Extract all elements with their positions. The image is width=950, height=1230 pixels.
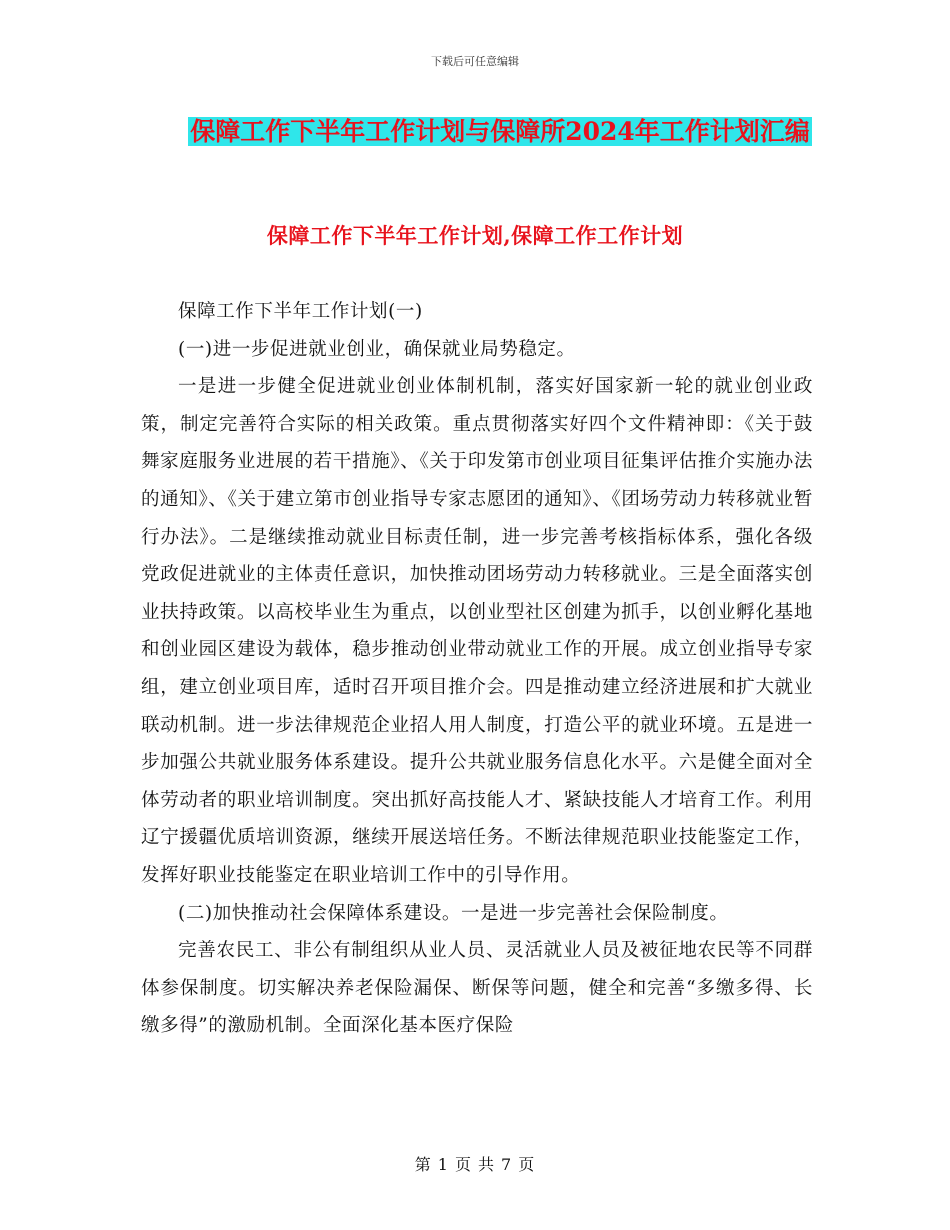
total-pages-number: 7 <box>501 1155 513 1174</box>
paragraph: (二)加快推动社会保障体系建设。一是进一步完善社会保险制度。 <box>178 902 729 924</box>
current-page-number: 1 <box>437 1155 449 1174</box>
page-footer <box>0 1152 950 1175</box>
document-title <box>140 110 860 154</box>
document-body <box>141 293 813 1045</box>
paragraph: 完善农民工、非公有制组织从业人员、灵活就业人员及被征地农民等不同群体参保制度。切实解决养老保险漏保、断保等问题，健全和完善“多缴多得、长缴多得”的激励机制。全面深化基本医疗保险 <box>141 940 813 1037</box>
page-label-suffix: 页 <box>518 1155 536 1174</box>
document-title-text: 保障工作下半年工作计划与保障所2024年工作计划汇编 <box>190 117 810 146</box>
page-label-prefix: 第 <box>414 1155 432 1174</box>
section-heading: 保障工作下半年工作计划(一) <box>178 301 423 322</box>
paragraph: 一是进一步健全促进就业创业体制机制，落实好国家新一轮的就业创业政策，制定完善符合实际的相关政策。重点贯彻落实好四个文件精神即：《关于鼓舞家庭服务业进展的若干措施》、《关于印发第市创业项目征集评估推介实施办法的通知》、《关于建立第市创业指导专家志愿团的通知》、《团场劳动力转移就业暂行办法》。二是继续推动就业目标责任制，进一步完善考核指标体系，强化各级党政促进就业的主体责任意识，加快推动团场劳动力转移就业。三是全面落实创业扶持政策。以高校毕业生为重点，以创业型社区创建为抓手，以创业孵化基地和创业园区建设为载体，稳步推动创业带动就业工作的开展。成立创业指导专家组，建立创业项目库，适时召开项目推介会。四是推动建立经济进展和扩大就业联动机制。进一步法律规范企业招人用人制度，打造公平的就业环境。五是进一步加强公共就业服务体系建设。提升公共就业服务信息化水平。六是健全面对全体劳动者的职业培训制度。突出抓好高技能人才、紧缺技能人才培育工作。利用辽宁援疆优质培训资源，继续开展送培任务。不断法律规范职业技能鉴定工作，发挥好职业技能鉴定在职业培训工作中的引导作用。 <box>141 376 813 886</box>
document-subtitle: 保障工作下半年工作计划,保障工作工作计划 <box>266 223 684 248</box>
header-note: 下载后可任意编辑 <box>431 55 519 68</box>
paragraph: (一)进一步促进就业创业，确保就业局势稳定。 <box>178 338 576 360</box>
page-label-mid: 页 共 <box>454 1155 496 1174</box>
